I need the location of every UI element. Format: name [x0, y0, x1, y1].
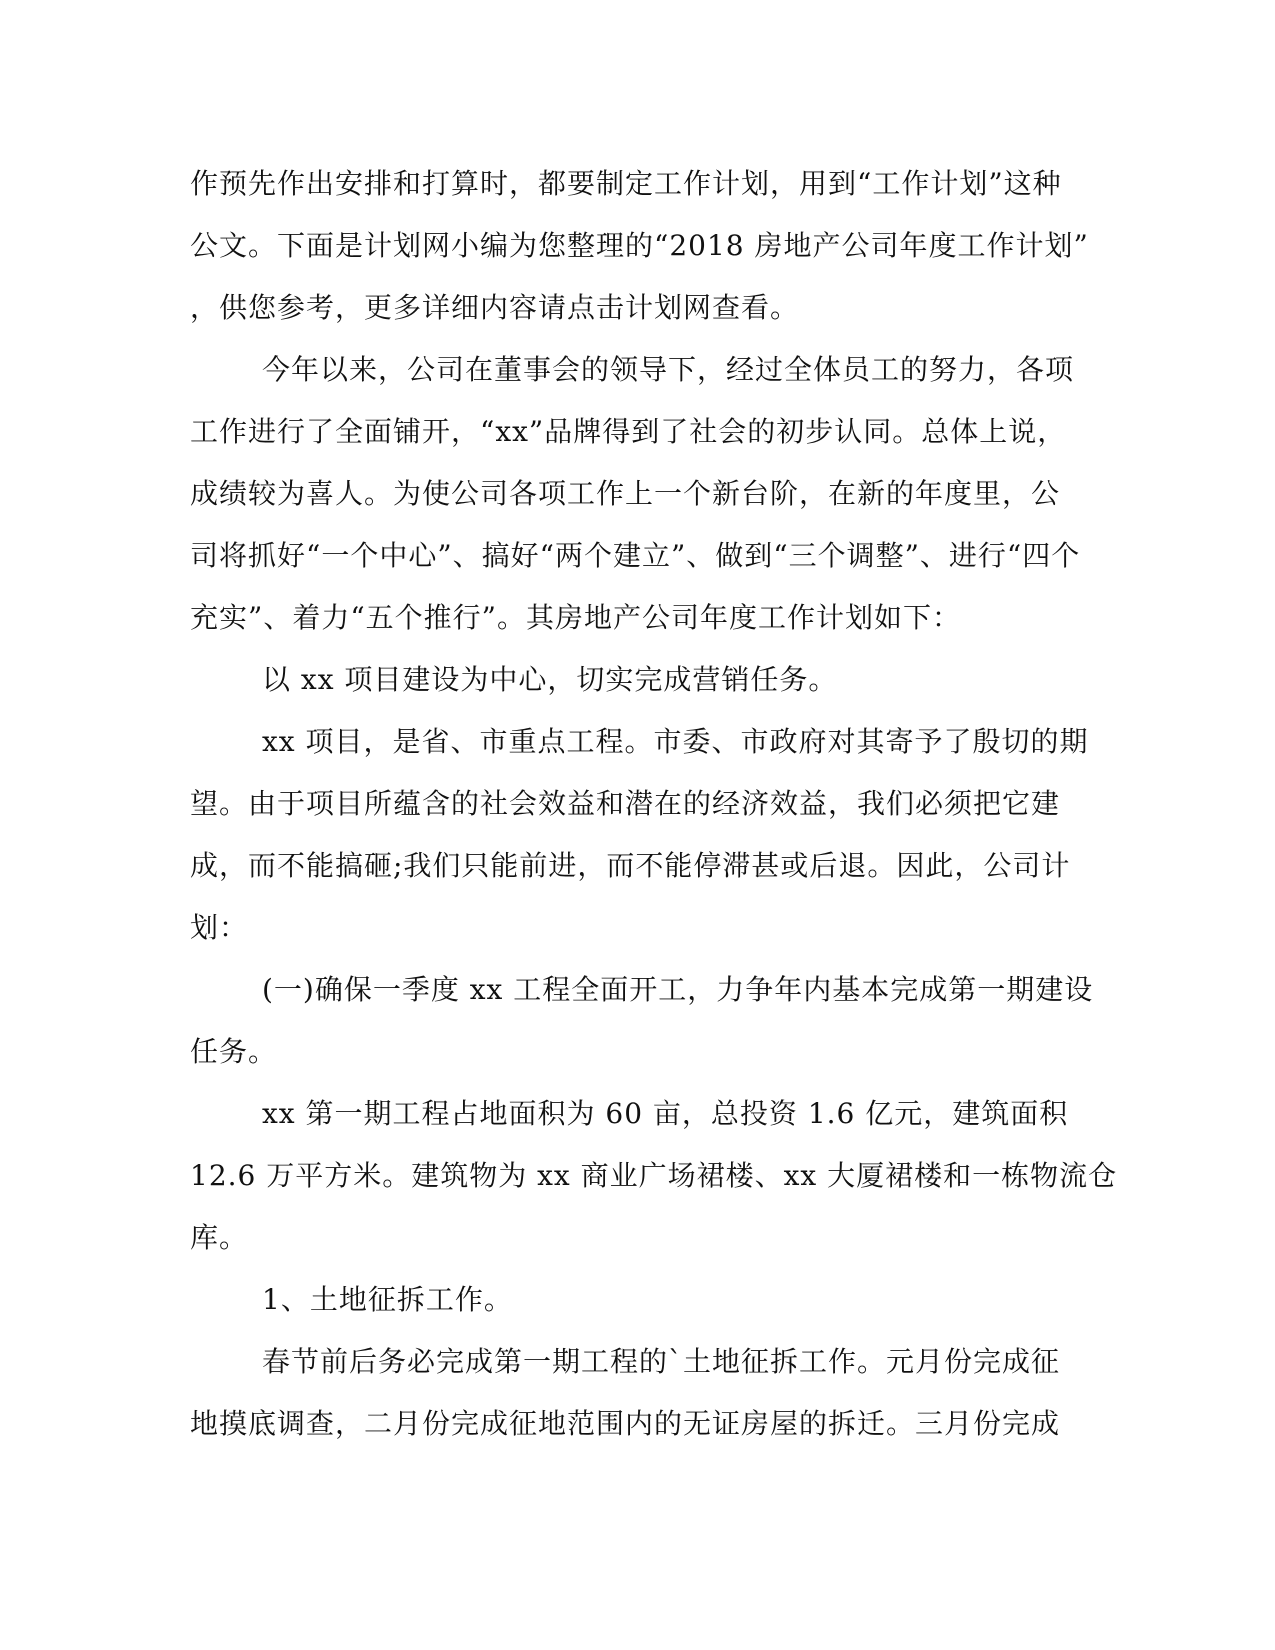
- text-line: 作预先作出安排和打算时，都要制定工作计划，用到“工作计划”这种: [190, 167, 1062, 200]
- text-line: 工作进行了全面铺开，“xx”品牌得到了社会的初步认同。总体上说，: [190, 415, 1067, 448]
- text-line: 地摸底调查，二月份完成征地范围内的无证房屋的拆迁。三月份完成: [190, 1407, 1061, 1440]
- text-line: 任务。: [190, 1035, 278, 1068]
- text-line: xx 项目，是省、市重点工程。市委、市政府对其寄予了殷切的期: [262, 725, 1089, 758]
- text-line: 成绩较为喜人。为使公司各项工作上一个新台阶，在新的年度里，公: [190, 477, 1061, 510]
- text-line: xx 第一期工程占地面积为 60 亩，总投资 1.6 亿元，建筑面积: [262, 1097, 1069, 1130]
- text-line: 公文。下面是计划网小编为您整理的“2018 房地产公司年度工作计划”: [190, 229, 1089, 262]
- text-line: 成，而不能搞砸;我们只能前进，而不能停滞甚或后退。因此，公司计: [190, 849, 1071, 882]
- text-line: 充实”、着力“五个推行”。其房地产公司年度工作计划如下：: [190, 601, 961, 634]
- text-line: (一)确保一季度 xx 工程全面开工，力争年内基本完成第一期建设: [262, 973, 1094, 1006]
- text-line: 以 xx 项目建设为中心，切实完成营销任务。: [262, 663, 838, 696]
- text-line: 划：: [190, 911, 249, 944]
- text-line: 望。由于项目所蕴含的社会效益和潜在的经济效益，我们必须把它建: [190, 787, 1061, 820]
- text-line: 12.6 万平方米。建筑物为 xx 商业广场裙楼、xx 大厦裙楼和一栋物流仓: [190, 1159, 1118, 1192]
- document-body: [190, 164, 1118, 1466]
- text-line: 库。: [190, 1221, 249, 1254]
- text-line: ，供您参考，更多详细内容请点击计划网查看。: [190, 291, 800, 324]
- text-line: 春节前后务必完成第一期工程的`土地征拆工作。元月份完成征: [262, 1345, 1061, 1378]
- text-line: 今年以来，公司在董事会的领导下，经过全体员工的努力，各项: [262, 353, 1075, 386]
- text-line: 司将抓好“一个中心”、搞好“两个建立”、做到“三个调整”、进行“四个: [190, 539, 1081, 572]
- text-line: 1、土地征拆工作。: [262, 1283, 513, 1316]
